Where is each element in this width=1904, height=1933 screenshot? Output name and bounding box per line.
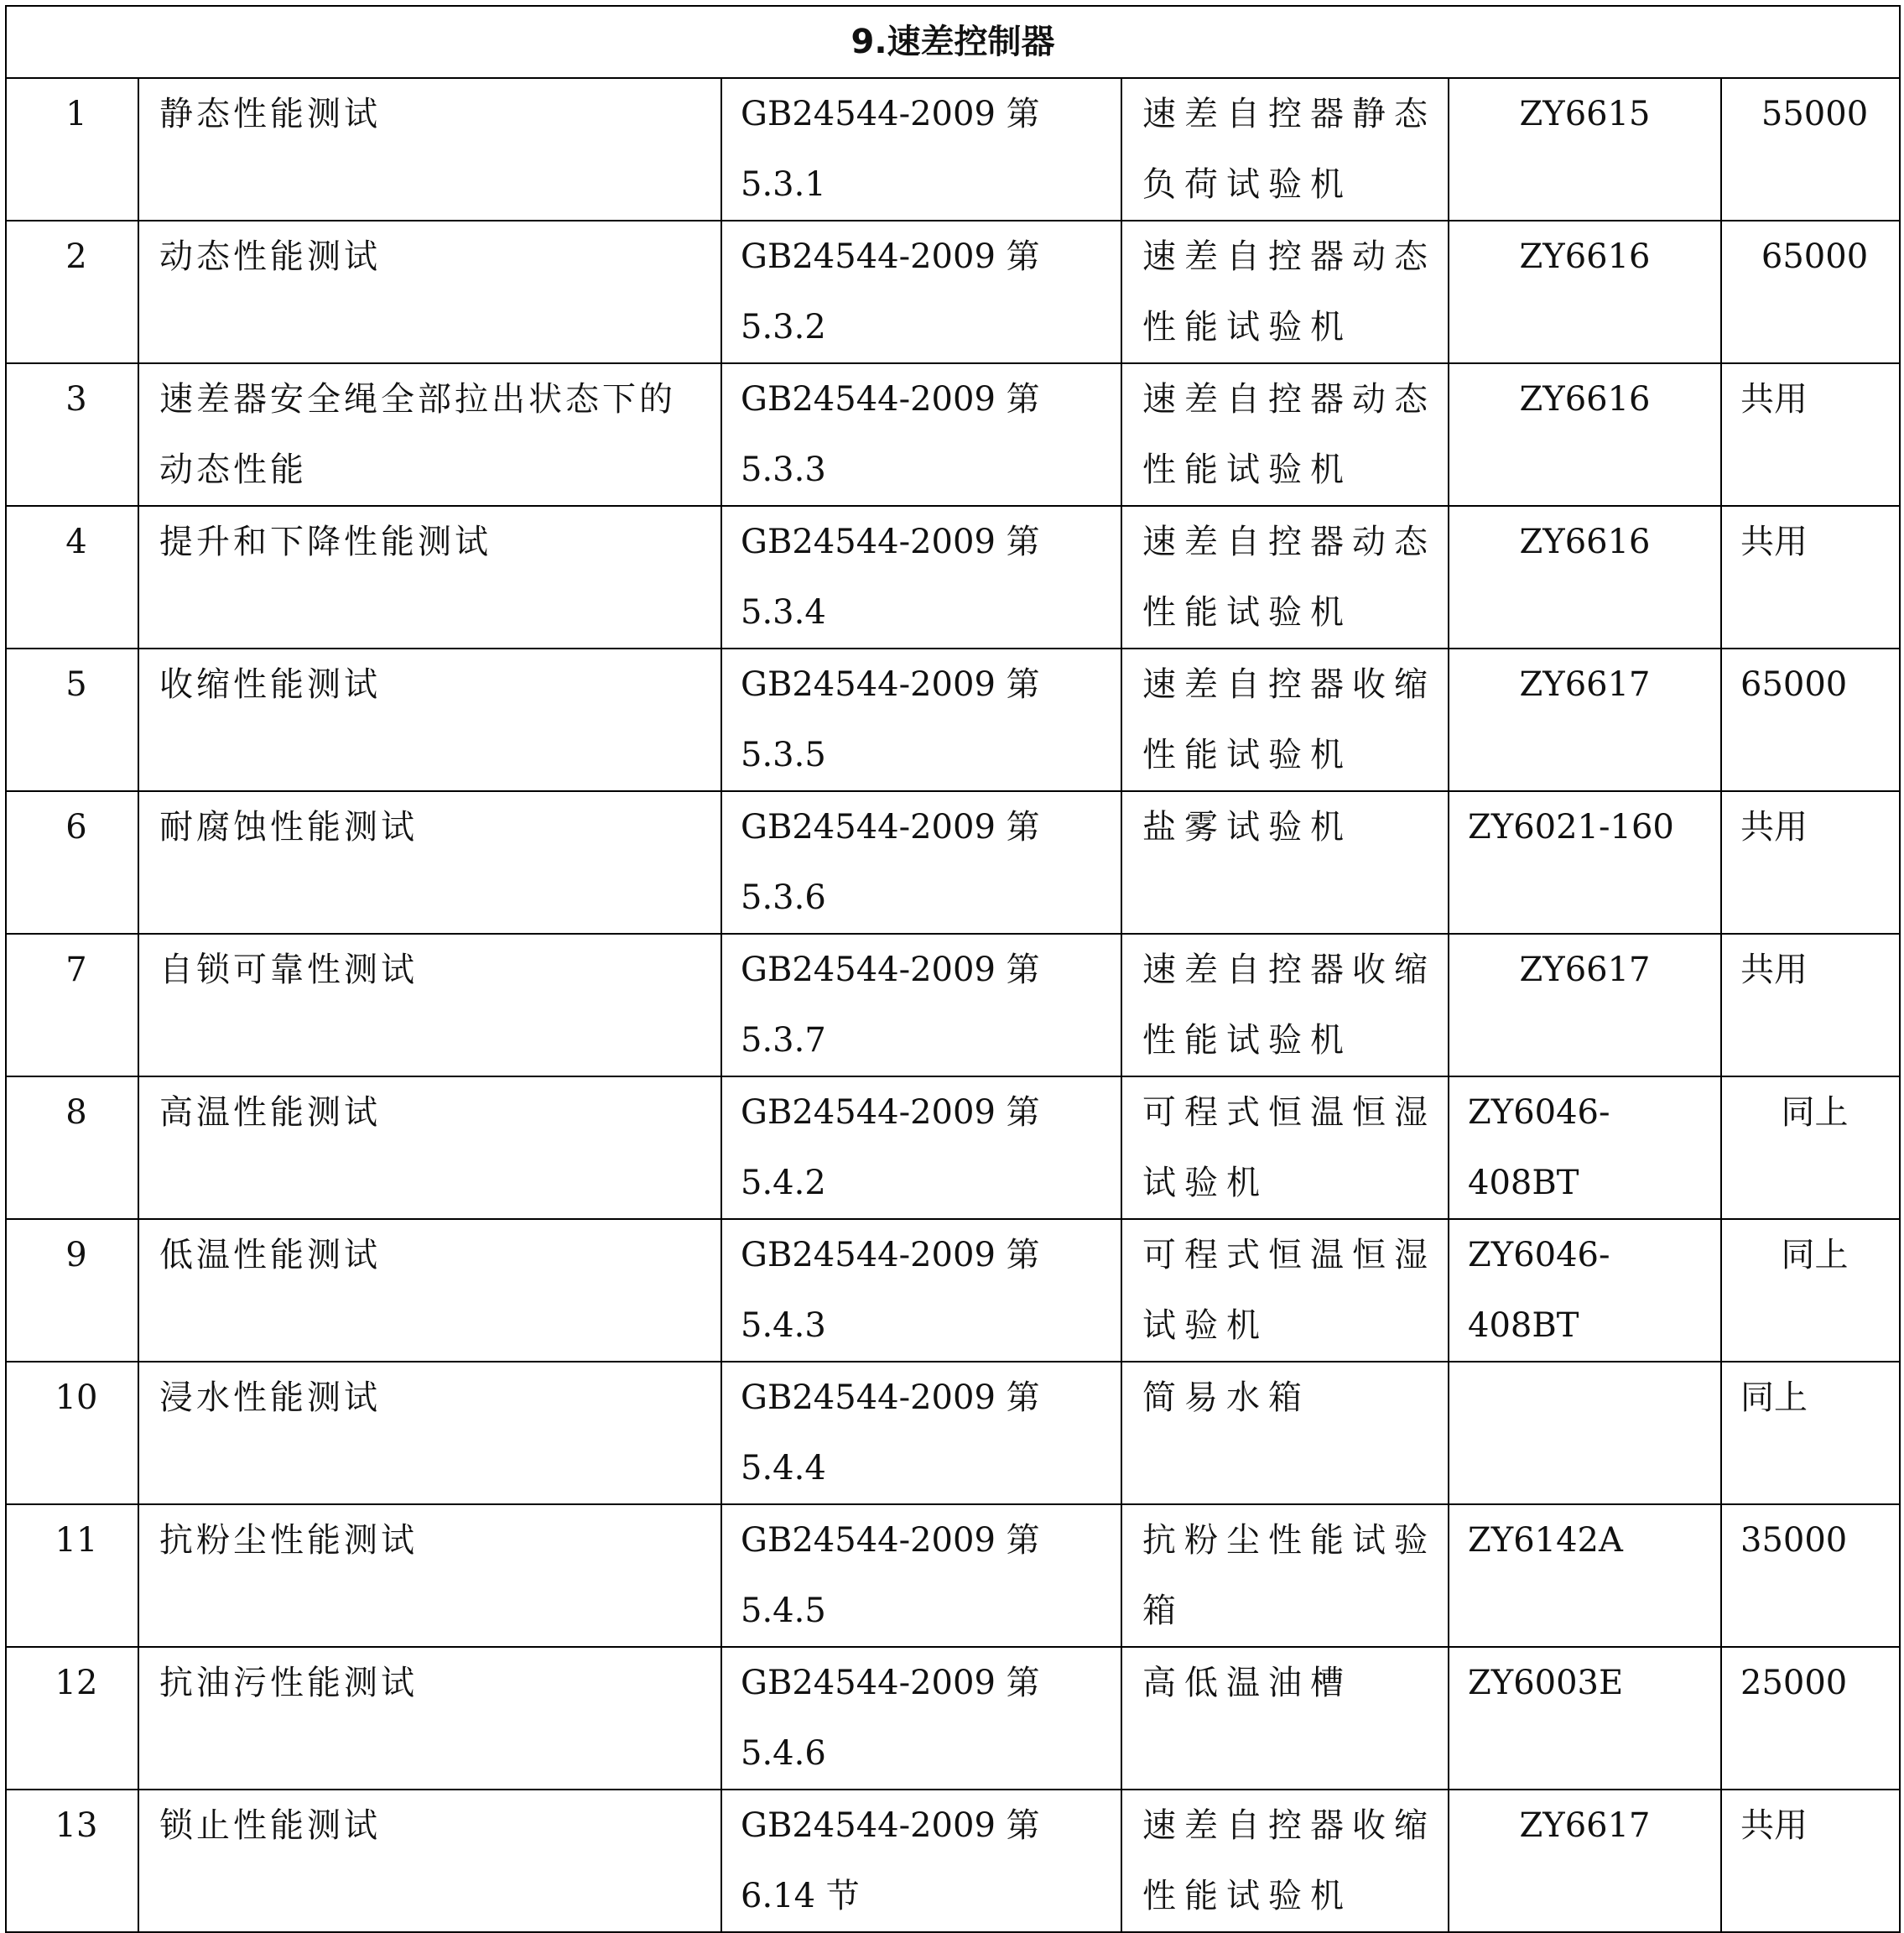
model-number: ZY6616	[1449, 221, 1721, 363]
price: 同上	[1721, 1362, 1900, 1504]
price: 25000	[1721, 1647, 1900, 1790]
test-equipment: 速差自控器静态负荷试验机	[1121, 78, 1449, 221]
price: 同上	[1721, 1219, 1900, 1362]
table-row	[6, 1790, 1900, 1932]
table-row	[6, 1076, 1900, 1219]
row-number: 6	[6, 791, 138, 934]
price: 共用	[1721, 791, 1900, 934]
row-number: 5	[6, 649, 138, 791]
test-item: 锁止性能测试	[138, 1790, 721, 1932]
test-item: 自锁可靠性测试	[138, 934, 721, 1076]
row-number: 12	[6, 1647, 138, 1790]
row-number: 4	[6, 506, 138, 649]
test-item: 高温性能测试	[138, 1076, 721, 1219]
price: 同上	[1721, 1076, 1900, 1219]
model-number: ZY6617	[1449, 649, 1721, 791]
row-number: 7	[6, 934, 138, 1076]
model-number: ZY6615	[1449, 78, 1721, 221]
price: 共用	[1721, 1790, 1900, 1932]
row-number: 11	[6, 1504, 138, 1647]
table-row	[6, 1647, 1900, 1790]
standard-clause: GB24544-2009 第 5.4.3	[721, 1219, 1121, 1362]
test-equipment: 盐雾试验机	[1121, 791, 1449, 934]
model-number: ZY6142A	[1449, 1504, 1721, 1647]
test-item: 浸水性能测试	[138, 1362, 721, 1504]
table-row	[6, 649, 1900, 791]
price: 共用	[1721, 934, 1900, 1076]
table-row	[6, 1504, 1900, 1647]
table-row	[6, 1362, 1900, 1504]
table-row	[6, 791, 1900, 934]
table-row	[6, 1219, 1900, 1362]
test-equipment: 速差自控器收缩性能试验机	[1121, 934, 1449, 1076]
test-item: 静态性能测试	[138, 78, 721, 221]
price: 55000	[1721, 78, 1900, 221]
row-number: 1	[6, 78, 138, 221]
row-number: 13	[6, 1790, 138, 1932]
row-number: 2	[6, 221, 138, 363]
test-item: 提升和下降性能测试	[138, 506, 721, 649]
test-item: 收缩性能测试	[138, 649, 721, 791]
model-number: ZY6021-160	[1449, 791, 1721, 934]
standard-clause: GB24544-2009 第 5.3.7	[721, 934, 1121, 1076]
test-equipment: 简易水箱	[1121, 1362, 1449, 1504]
model-number: ZY6046-408BT	[1449, 1219, 1721, 1362]
table-row	[6, 934, 1900, 1076]
table-title: 9.速差控制器	[6, 6, 1900, 78]
standard-clause: GB24544-2009 第 5.3.5	[721, 649, 1121, 791]
test-item: 动态性能测试	[138, 221, 721, 363]
model-number	[1449, 1362, 1721, 1504]
test-equipment: 速差自控器动态性能试验机	[1121, 506, 1449, 649]
price: 35000	[1721, 1504, 1900, 1647]
standard-clause: GB24544-2009 第 6.14 节	[721, 1790, 1121, 1932]
standard-clause: GB24544-2009 第 5.4.4	[721, 1362, 1121, 1504]
standard-clause: GB24544-2009 第 5.4.6	[721, 1647, 1121, 1790]
test-item: 低温性能测试	[138, 1219, 721, 1362]
standard-clause: GB24544-2009 第 5.3.4	[721, 506, 1121, 649]
model-number: ZY6616	[1449, 506, 1721, 649]
model-number: ZY6616	[1449, 363, 1721, 506]
test-equipment: 速差自控器收缩性能试验机	[1121, 1790, 1449, 1932]
test-item: 耐腐蚀性能测试	[138, 791, 721, 934]
price: 65000	[1721, 649, 1900, 791]
row-number: 3	[6, 363, 138, 506]
row-number: 9	[6, 1219, 138, 1362]
standard-clause: GB24544-2009 第 5.3.1	[721, 78, 1121, 221]
test-equipment: 可程式恒温恒湿试验机	[1121, 1076, 1449, 1219]
model-number: ZY6003E	[1449, 1647, 1721, 1790]
test-equipment: 速差自控器收缩性能试验机	[1121, 649, 1449, 791]
price: 65000	[1721, 221, 1900, 363]
test-item: 抗粉尘性能测试	[138, 1504, 721, 1647]
test-equipment: 速差自控器动态性能试验机	[1121, 363, 1449, 506]
model-number: ZY6046-408BT	[1449, 1076, 1721, 1219]
standard-clause: GB24544-2009 第 5.3.2	[721, 221, 1121, 363]
test-item: 抗油污性能测试	[138, 1647, 721, 1790]
test-equipment: 速差自控器动态性能试验机	[1121, 221, 1449, 363]
row-number: 8	[6, 1076, 138, 1219]
table-row	[6, 506, 1900, 649]
row-number: 10	[6, 1362, 138, 1504]
standard-clause: GB24544-2009 第 5.3.6	[721, 791, 1121, 934]
standard-clause: GB24544-2009 第 5.3.3	[721, 363, 1121, 506]
table-row	[6, 363, 1900, 506]
standard-clause: GB24544-2009 第 5.4.2	[721, 1076, 1121, 1219]
equipment-table	[5, 5, 1901, 1933]
price: 共用	[1721, 363, 1900, 506]
test-equipment: 可程式恒温恒湿试验机	[1121, 1219, 1449, 1362]
title-row	[6, 6, 1900, 78]
standard-clause: GB24544-2009 第 5.4.5	[721, 1504, 1121, 1647]
model-number: ZY6617	[1449, 934, 1721, 1076]
test-equipment: 高低温油槽	[1121, 1647, 1449, 1790]
table-row	[6, 221, 1900, 363]
test-item: 速差器安全绳全部拉出状态下的动态性能	[138, 363, 721, 506]
table-row	[6, 78, 1900, 221]
price: 共用	[1721, 506, 1900, 649]
model-number: ZY6617	[1449, 1790, 1721, 1932]
test-equipment: 抗粉尘性能试验箱	[1121, 1504, 1449, 1647]
